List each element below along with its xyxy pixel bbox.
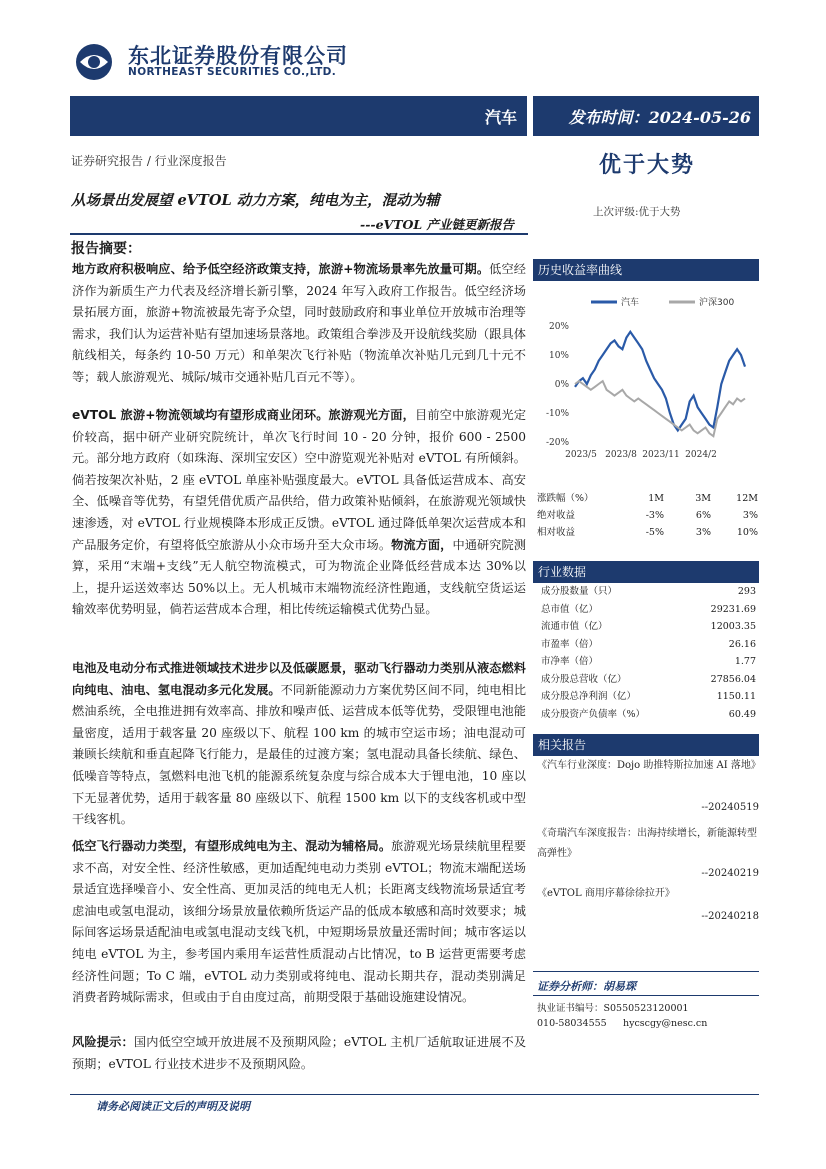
x-tick-label: 2024/2 bbox=[685, 450, 717, 460]
legend-label: 沪深300 bbox=[699, 298, 735, 308]
paragraph-text: 国内低空空域开放进展不及预期风险；eVTOL 主机厂适航取证进展不及预期；eVTOL 行业技术进步不及预期风险。 bbox=[72, 1035, 527, 1071]
sector-bar bbox=[70, 96, 527, 136]
paragraph-lead: 风险提示： bbox=[72, 1035, 134, 1049]
related-report-title[interactable]: 《汽车行业深度：Dojo 助推特斯拉加速 AI 落地》 bbox=[537, 760, 761, 771]
related-report-date: --20240219 bbox=[701, 868, 759, 879]
returns-cell: 3% bbox=[695, 527, 711, 538]
industry-value: 27856.04 bbox=[710, 673, 756, 685]
industry-data-table bbox=[541, 583, 759, 723]
industry-value: 60.49 bbox=[728, 708, 756, 720]
paragraph-text: 目前空中旅游观光定价较高，据中研产业研究院统计，单次飞行时间 10 - 20 分钟，报价 600 - 2500 元。部分地方政府（如珠海、深圳宝安区）空中游览观光补贴对 eVTOL 有所倾斜。倘若按架次补贴，2 座 eVTOL 单座补贴强度最大。eVTOL 具备低运营成本、高安全、低噪音等优势，有望凭借优质产品供给，借力政策补贴倾斜，在旅游观光领域快速渗透，对 eVTOL 行业规模降本形成正反馈。eVTOL 通过降低单架次运营成本和产品服务定价，有望将低空旅游从小众市场升至大众市场。 bbox=[72, 408, 527, 552]
returns-row-relative bbox=[537, 524, 759, 541]
related-section-title: 相关报告 bbox=[533, 734, 759, 756]
rating: 优于大势 bbox=[599, 152, 696, 178]
industry-section-title: 行业数据 bbox=[533, 561, 759, 583]
returns-cell: 10% bbox=[736, 527, 758, 538]
x-tick-label: 2023/11 bbox=[642, 450, 680, 460]
industry-label: 成分股资产负债率（%） bbox=[541, 708, 646, 720]
related-report-title[interactable]: 《奇瑞汽车深度报告：出海持续增长，新能源转型高弹性》 bbox=[537, 828, 757, 859]
industry-row bbox=[541, 688, 759, 706]
returns-cell: 相对收益 bbox=[537, 527, 576, 538]
last-rating: 上次评级:优于大势 bbox=[593, 206, 681, 218]
legend-label: 汽车 bbox=[621, 298, 640, 308]
y-tick-label: -10% bbox=[545, 409, 569, 419]
analyst-divider-top bbox=[533, 971, 759, 972]
summary-heading: 报告摘要： bbox=[71, 241, 141, 257]
industry-row bbox=[541, 583, 759, 601]
returns-header-cell: 1M bbox=[648, 493, 664, 504]
returns-header-cell: 涨跌幅（%） bbox=[537, 493, 594, 504]
industry-label: 流通市值（亿） bbox=[541, 621, 608, 632]
paragraph-lead: 低空飞行器动力类型，有望形成纯电为主、混动为辅格局。 bbox=[72, 839, 392, 853]
y-tick-label: 0% bbox=[554, 380, 569, 390]
y-tick-label: 10% bbox=[548, 351, 569, 361]
report-subtitle: ---eVTOL 产业链更新报告 bbox=[360, 217, 515, 232]
industry-row bbox=[541, 671, 759, 689]
paragraph-text: 不同新能源动力方案优势区间不同，纯电相比燃油系统，全电推进拥有效率高、排放和噪声低、运营成本低等优势，受限锂电池能量密度，适用于载客量 20 座级以下、航程 100 km 的城市空运市场；油电混动可兼顾长续航和垂直起降飞行能力，是最佳的过渡方案；氢电混动具备长续航、绿色、低噪音等特点，氢燃料电池飞机的能源系统复杂度与综合成本大于锂电池，10 座以下无显著优势，适用于载客量 80 座级以下、航程 1500 km 以下的支线客机或中型干线客机。 bbox=[72, 682, 527, 827]
returns-cell: -5% bbox=[645, 527, 664, 538]
paragraph-text-2: 中通研究院测算，采用“末端+支线”无人航空物流模式，可为物流企业降低经营成本达 30%以上，提升运送效率达 50%以上。无人机城市末端物流经济性跑通，支线航空货运运输效率优势明显，倘若运营成本合理，相比传统运输模式优势凸显。 bbox=[72, 537, 527, 617]
industry-value: 293 bbox=[737, 586, 756, 597]
industry-value: 29231.69 bbox=[710, 603, 756, 615]
company-name-en: NORTHEAST SECURITIES CO.,LTD. bbox=[128, 66, 337, 78]
paragraph-text: 旅游观光场景续航里程要求不高，对安全性、经济性敏感，更加适配纯电动力类别 eVTOL；物流末端配送场景适宜选择噪音小、安全性高、更加灵活的纯电无人机；长距离支线物流场景适宜考虑油电或氢电混动，该细分场景放量依赖所货运产品的低成本敏感和高时效要求；城际间客运场景适配油电或氢电混动支线飞机，中短期场景放量还需时间；城市客运以纯电 eVTOL 为主，参考国内乘用车运营性质混动占比情况，to B 运营更需要考虑经济性问题；To C 端，eVTOL 动力类别或将纯电、混动长期共存，混动类别满足消费者跨城际需求，但或由于自由度过高，前期受限于基础设施建设情况。 bbox=[72, 839, 527, 1005]
paragraph-risk bbox=[72, 1032, 526, 1075]
returns-row-absolute bbox=[537, 507, 759, 524]
industry-label: 成分股总营收（亿） bbox=[541, 673, 627, 685]
publish-date-bar bbox=[533, 96, 759, 136]
returns-table bbox=[537, 490, 759, 541]
returns-cell: 3% bbox=[742, 510, 758, 521]
paragraph-text: 低空经济作为新质生产力代表及经济增长新引擎，2024 年写入政府工作报告。低空经济场景拓展方面，旅游+物流被最先寄予众望，同时鼓励政府和事业单位开放城市治理等需求，我们认为运营补贴有望加速场景落地。政策组合拳涉及开设航线奖励（跟具体航线相关，每条约 10-50 万元）和单架次飞行补贴（物流单次补贴几元到几十元不等；载人旅游观光、城际/城市交通补贴几百元不等）。 bbox=[72, 262, 526, 384]
paragraph-lead: 地方政府积极响应、给予低空经济政策支持，旅游+物流场景率先放量可期。 bbox=[72, 262, 490, 276]
related-report-date: --20240218 bbox=[701, 911, 759, 922]
industry-label: 总市值（亿） bbox=[541, 603, 599, 615]
x-tick-label: 2023/8 bbox=[605, 450, 637, 460]
paragraph-tourism-logistics bbox=[72, 405, 526, 621]
industry-value: 1.77 bbox=[734, 656, 756, 667]
company-name-cn: 东北证券股份有限公司 bbox=[128, 44, 348, 68]
industry-row bbox=[541, 653, 759, 671]
analyst-phone: 010-58034555 bbox=[537, 1018, 607, 1029]
returns-cell: -3% bbox=[645, 510, 664, 521]
related-report-date: --20240519 bbox=[701, 802, 759, 813]
industry-row bbox=[541, 706, 759, 724]
industry-label: 成分股数量（只） bbox=[541, 586, 618, 597]
analyst-name: 证券分析师：胡易琛 bbox=[537, 980, 636, 993]
industry-value: 12003.35 bbox=[710, 621, 756, 632]
y-tick-label: -20% bbox=[545, 438, 569, 448]
x-tick-label: 2023/5 bbox=[565, 450, 597, 460]
sector-label: 汽车 bbox=[484, 107, 517, 127]
analyst-email[interactable]: hycscgy@nesc.cn bbox=[623, 1018, 708, 1029]
related-report-title[interactable]: 《eVTOL 商用序幕徐徐拉开》 bbox=[537, 888, 675, 899]
y-tick-label: 20% bbox=[548, 322, 569, 332]
returns-header-row bbox=[537, 490, 759, 507]
return-chart bbox=[533, 286, 759, 476]
footer-note: 请务必阅读正文后的声明及说明 bbox=[96, 1100, 250, 1113]
industry-value: 1150.11 bbox=[716, 691, 756, 702]
title-divider bbox=[70, 233, 528, 235]
paragraph-lead: 电池及电动分布式推进领域技术进步以及低碳愿景，驱动飞行器动力类别从液态燃料向纯电、油电、氢电混动多元化发展。 bbox=[72, 661, 526, 697]
industry-label: 市盈率（倍） bbox=[541, 638, 599, 650]
chart-section-title: 历史收益率曲线 bbox=[533, 259, 759, 281]
returns-cell: 绝对收益 bbox=[537, 510, 576, 521]
paragraph-lead: eVTOL 旅游+物流领域均有望形成商业闭环。旅游观光方面， bbox=[72, 408, 416, 422]
industry-label: 市净率（倍） bbox=[541, 656, 599, 667]
analyst-license: 执业证书编号：S0550523120001 bbox=[537, 1003, 689, 1014]
returns-header-cell: 3M bbox=[695, 493, 711, 504]
paragraph-lead-2: 物流方面， bbox=[391, 537, 453, 552]
paragraph-policy bbox=[72, 259, 526, 389]
analyst-divider-bottom bbox=[533, 995, 759, 996]
industry-row bbox=[541, 618, 759, 636]
paragraph-power-pattern bbox=[72, 836, 526, 1009]
industry-row bbox=[541, 601, 759, 619]
returns-header-cell: 12M bbox=[736, 493, 758, 504]
report-title: 从场景出发展望 eVTOL 动力方案，纯电为主，混动为辅 bbox=[71, 192, 440, 209]
industry-value: 26.16 bbox=[728, 638, 756, 650]
publish-date: 发布时间：2024-05-26 bbox=[568, 107, 751, 127]
industry-label: 成分股总净利润（亿） bbox=[541, 691, 637, 702]
breadcrumb: 证券研究报告 / 行业深度报告 bbox=[71, 154, 227, 168]
industry-row bbox=[541, 636, 759, 654]
returns-cell: 6% bbox=[695, 510, 711, 521]
footer-divider bbox=[70, 1094, 759, 1095]
paragraph-power-tech bbox=[72, 658, 526, 831]
